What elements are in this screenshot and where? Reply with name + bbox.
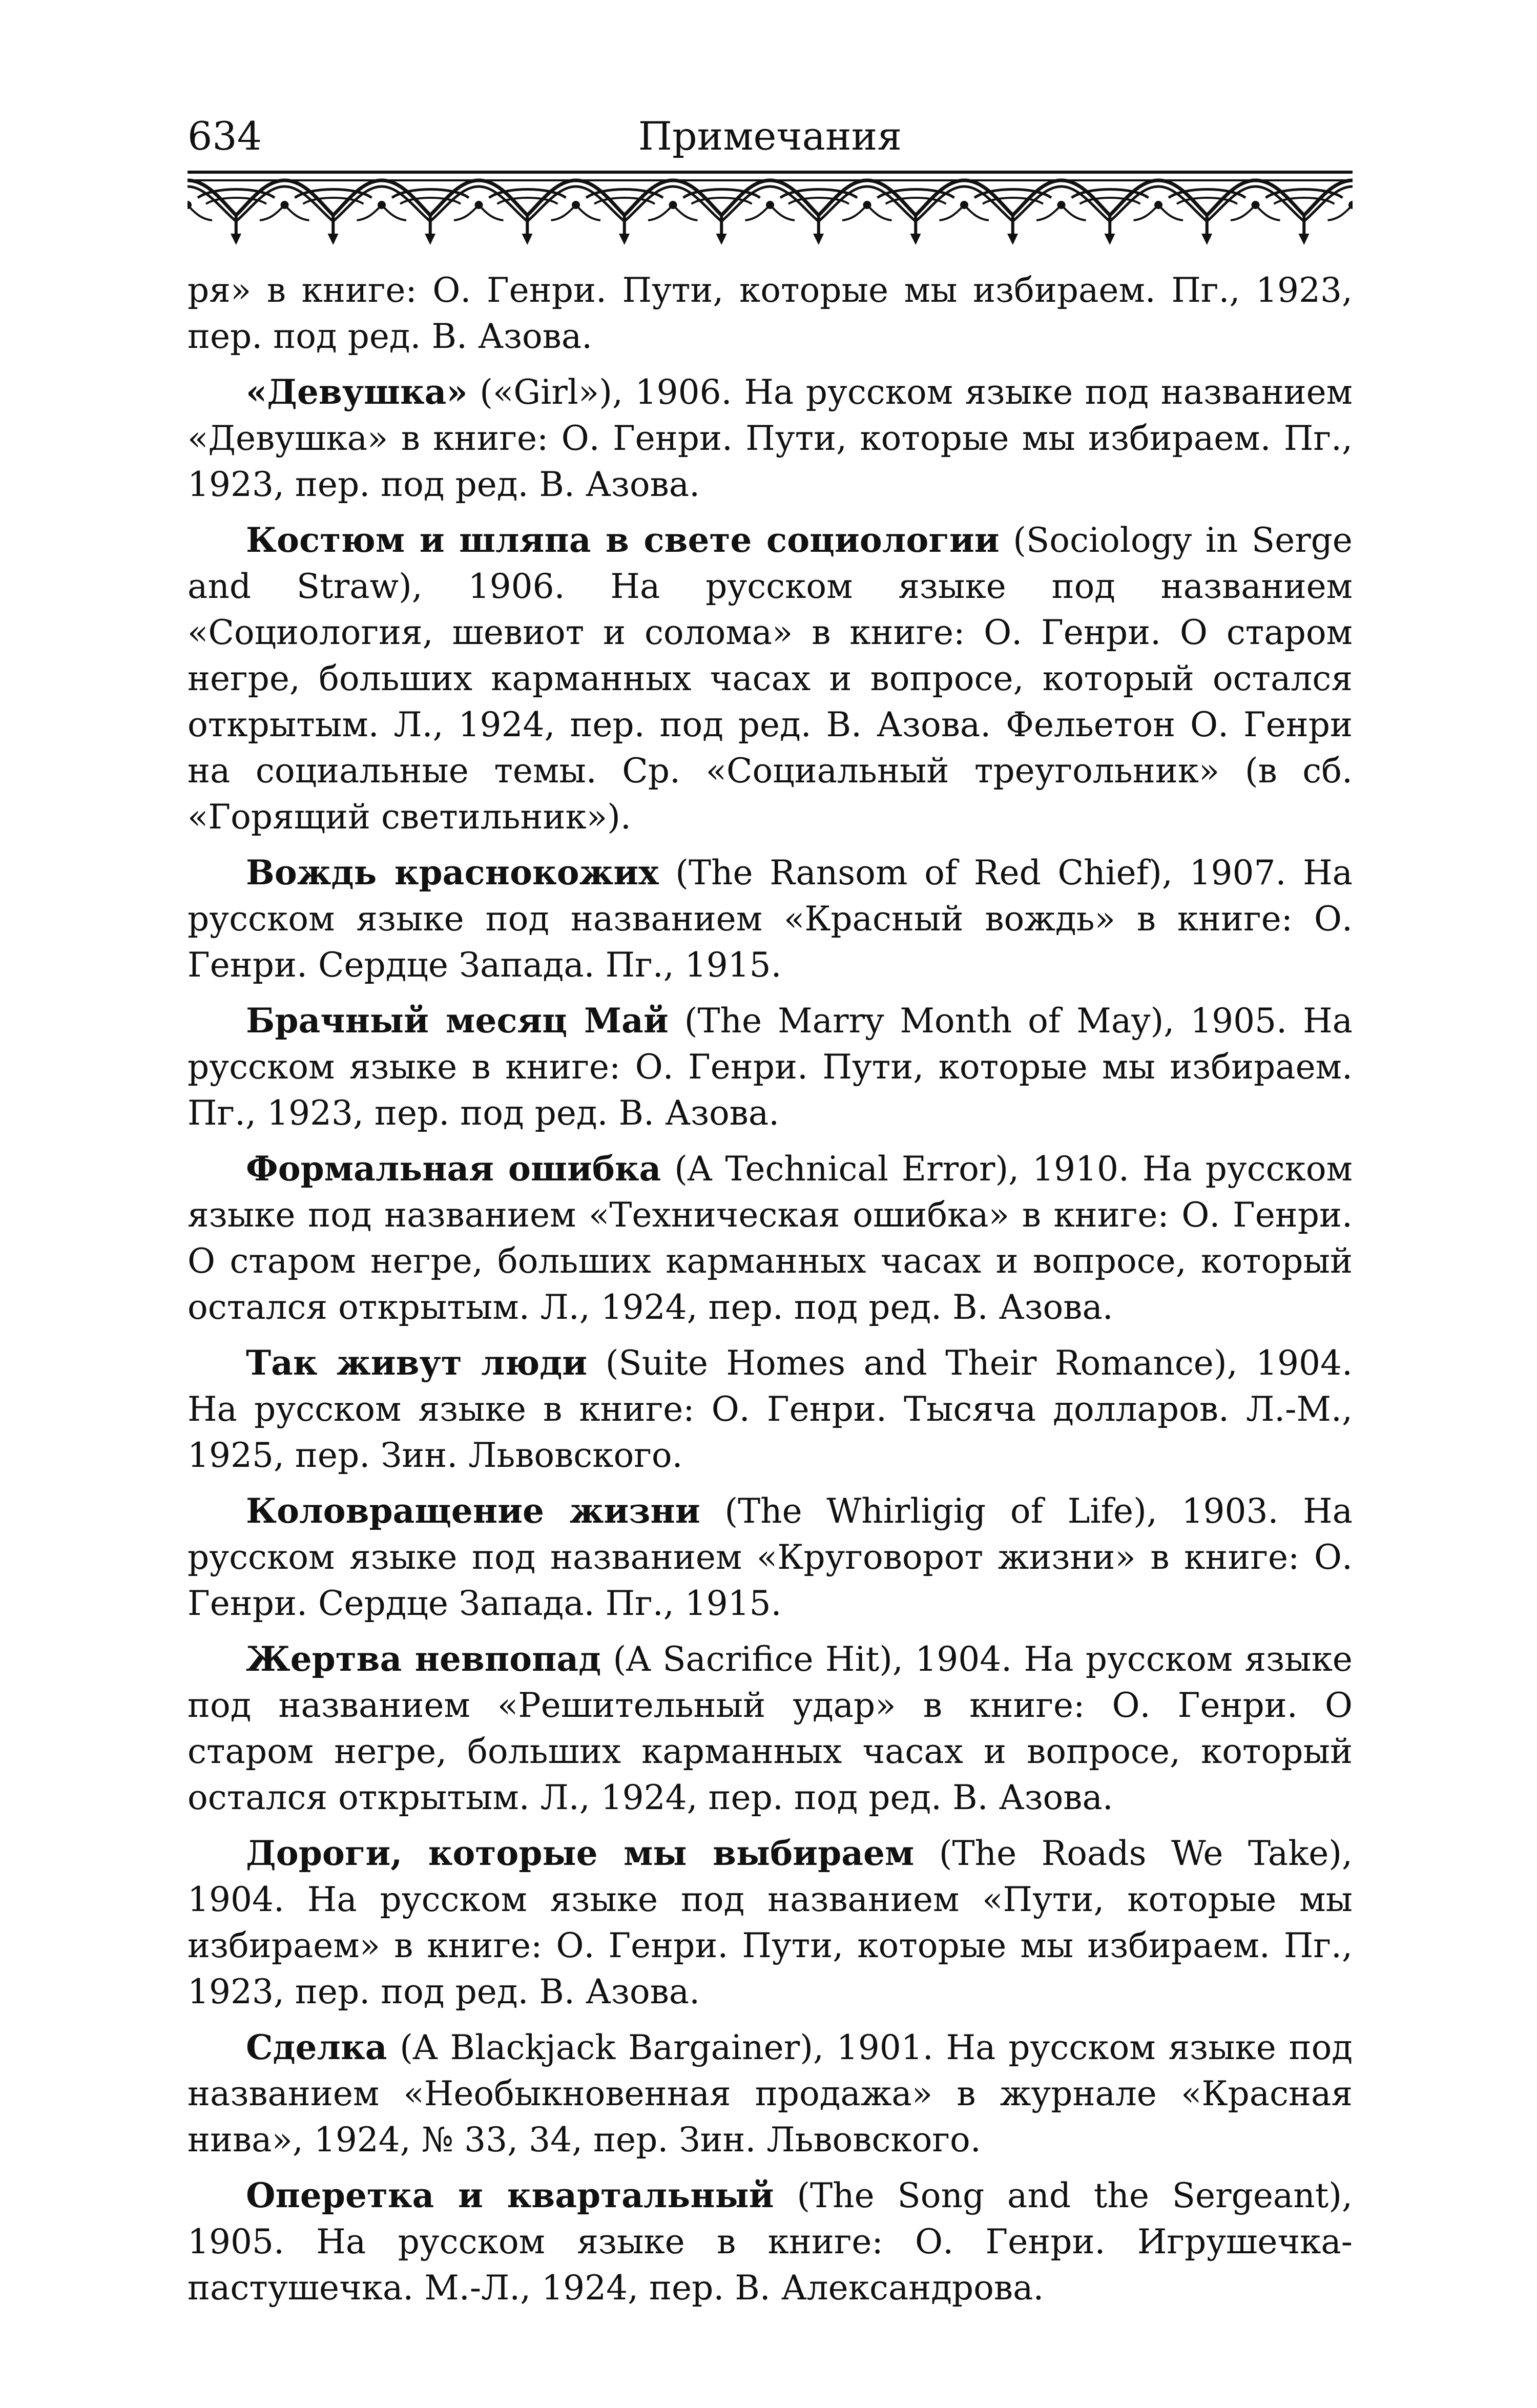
entry-text: (Sociology in Serge and Straw), 1906. На русском языке под названием «Социология, шевиот и солома» в книге: О. Генри. О старом негре, больших карманных часах и вопросе, который остался открытым. Л., 1924, пер. под ред. В. Азова. Фельетон О. Генри на социальные темы. Ср. «Социальный треугольник» (в сб. «Горящий светильник»). [188, 521, 1353, 837]
entry-title: Брачный месяц Май [246, 1001, 669, 1041]
book-page [188, 108, 1353, 2311]
page-number: 634 [188, 113, 262, 159]
entry-title: Костюм и шляпа в свете социологии [246, 520, 1000, 560]
entry-text: (A Sacrifice Hit), 1904. На русском языке под названием «Решительный удар» в книге: О. Генри. О старом негре, больших карманных часах и вопросе, который остался открытым. Л., 1924, пер. под ред. В. Азова. [188, 1639, 1353, 1817]
entry-title: Формальная ошибка [246, 1149, 661, 1189]
entry-text: (The Roads We Take), 1904. На русском языке под названием «Пути, которые мы избираем» в книге: О. Генри. Пути, которые мы избираем. Пг., 1923, пер. под ред. В. Азова. [188, 1834, 1353, 2011]
note-entry [188, 2172, 1353, 2311]
entry-title: Оперетка и квартальный [246, 2175, 774, 2215]
entry-title: «Девушка» [246, 372, 468, 412]
entry-text: (The Whirligig of Life), 1903. На русском языке под названием «Круговорот жизни» в книге: О. Генри. Сердце Запада. Пг., 1915. [188, 1491, 1353, 1623]
running-header [188, 108, 1353, 168]
entry-title: Так живут люди [246, 1343, 588, 1383]
continued-paragraph: ря» в книге: О. Генри. Пути, которые мы избираем. Пг., 1923, пер. под ред. В. Азова. [188, 271, 1353, 356]
entry-title: Вождь краснокожих [246, 853, 659, 892]
note-entry [188, 517, 1353, 840]
note-entry [188, 1830, 1353, 2015]
note-entry [188, 1340, 1353, 1479]
entry-text: (The Song and the Sergeant), 1905. На русском языке в книге: О. Генри. Игрушечка-пастушечка. М.-Л., 1924, пер. В. Александрова. [188, 2176, 1353, 2308]
note-entry [188, 1146, 1353, 1331]
note-entry [188, 998, 1353, 1136]
note-entry [188, 1488, 1353, 1627]
note-entry [188, 849, 1353, 988]
entry-text: (A Technical Error), 1910. На русском языке под названием «Техническая ошибка» в книге: О. Генри. О старом негре, больших карманных часах и вопросе, который остался открытым. Л., 1924, пер. под ред. В. Азова. [188, 1149, 1353, 1327]
entry-title: Жертва невпопад [246, 1639, 601, 1679]
entry-text: (The Ransom of Red Chief), 1907. На русском языке под названием «Красный вождь» в книге: О. Генри. Сердце Запада. Пг., 1915. [188, 853, 1353, 985]
entry-title: Коловращение жизни [246, 1491, 700, 1531]
notes-content [188, 267, 1353, 2311]
running-title: Примечания [638, 113, 902, 159]
entry-text: (A Blackjack Bargainer), 1901. На русском языке под названием «Необыкновенная продажа» в журнале «Красная нива», 1924, № 33, 34, пер. Зин. Львовского. [188, 2028, 1353, 2160]
entry-title: Дороги, которые мы выбираем [246, 1833, 915, 1873]
note-entry [188, 1636, 1353, 1821]
entry-text: (The Marry Month of May), 1905. На русском языке в книге: О. Генри. Пути, которые мы избираем. Пг., 1923, пер. под ред. В. Азова. [188, 1001, 1353, 1133]
decorative-border [188, 168, 1353, 255]
entry-text: («Girl»), 1906. На русском языке под названием «Девушка» в книге: О. Генри. Пути, которые мы избираем. Пг., 1923, пер. под ред. В. Азова. [188, 372, 1353, 504]
note-entry [188, 2024, 1353, 2163]
note-entry [188, 369, 1353, 508]
entry-title: Сделка [246, 2027, 387, 2067]
entry-text: (Suite Homes and Their Romance), 1904. На русском языке в книге: О. Генри. Тысяча долларов. Л.-М., 1925, пер. Зин. Львовского. [188, 1343, 1353, 1475]
